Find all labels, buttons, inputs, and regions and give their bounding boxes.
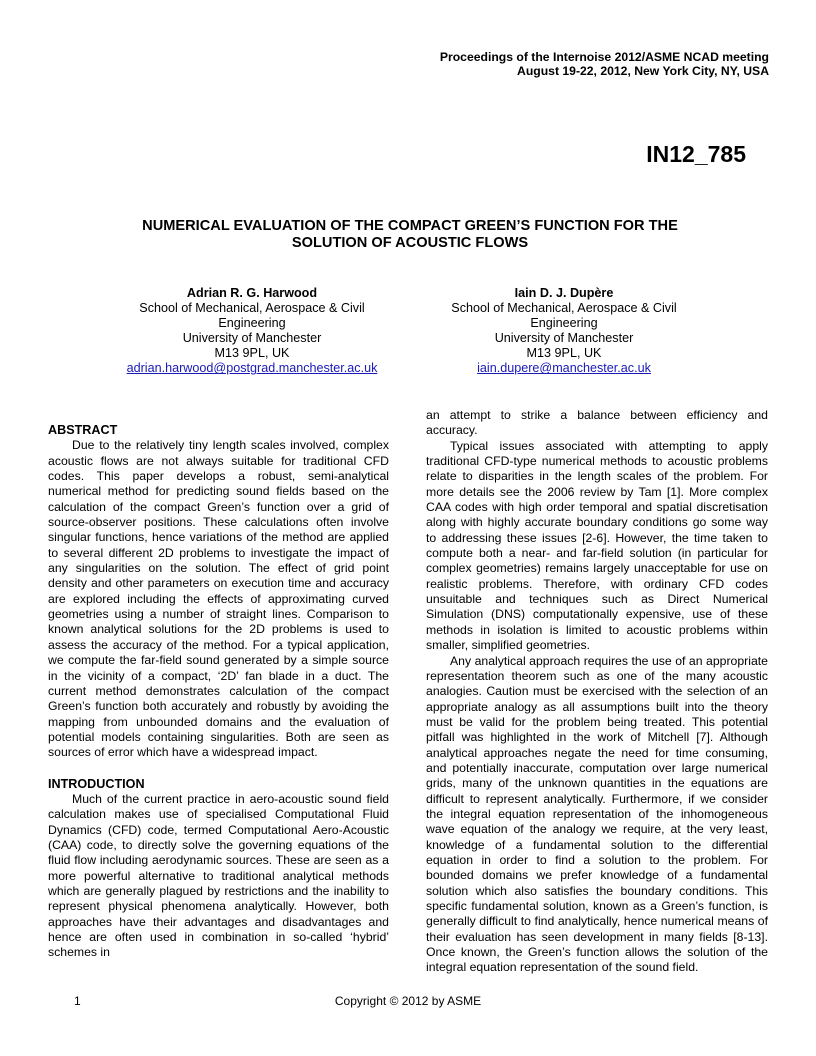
introduction-paragraph-1: Much of the current practice in aero-acoustic sound field calculation makes use of specialised Computational Fluid Dynamics (CFD) code, termed Computational Aero-Acoustic (CAA) code, to directly solve the governing equations of the fluid flow including aerodynamic sources. These are seen as a more powerful alternative to traditional analytical methods which are generally plagued by restrictions and the inability to represent physical phenomena analytically. However, both approaches have their advantages and disadvantages and hence are often used in combination in so-called ‘hybrid’ schemes in bbox=[48, 791, 389, 960]
copyright-notice: Copyright © 2012 by ASME bbox=[334, 994, 482, 1008]
author-name: Adrian R. G. Harwood bbox=[186, 286, 318, 300]
author-email-link[interactable]: adrian.harwood@postgrad.manchester.ac.uk bbox=[126, 361, 378, 376]
author-affiliation: School of Mechanical, Aerospace & Civil bbox=[451, 301, 677, 316]
introduction-heading: INTRODUCTION bbox=[48, 776, 145, 791]
author-university: University of Manchester bbox=[494, 331, 634, 346]
author-postcode: M13 9PL, UK bbox=[526, 346, 602, 361]
author-postcode: M13 9PL, UK bbox=[214, 346, 290, 361]
page-number: 1 bbox=[74, 994, 81, 1008]
introduction-paragraph-3: Any analytical approach requires the use of an appropriate representation theorem such as one of the many acoustic analogies. Caution must be exercised with the selection of an appropriate analogy as all assumptions built into the theory must be valid for the problem being treated. This potential pitfall was highlighted in the work of Mitchell [7]. Although analytical approaches negate the need for time consuming, and potentially inaccurate, computation over large numerical grids, many of the unknown quantities in the equations are difficult to represent analytically. Furthermore, if we consider the integral equation representation of the inhomogeneous wave equation of the analogy we require, at the very least, knowledge of a fundamental solution to the differential equation in order to find a solution to the problem. For bounded domains we prefer knowledge of a fundamental solution which also satisfies the boundary conditions. This specific fundamental solution, known as a Green’s function, is generally difficult to find analytically, hence numerical means of their evaluation has seen development in many fields [8-13]. Once known, the Green’s function allows the solution of the integral equation representation of the sound field. bbox=[426, 653, 768, 975]
introduction-paragraph-2: Typical issues associated with attempting to apply traditional CFD-type numerical methods to acoustic problems relate to disparities in the length scales of the problem. For more details see the 2006 review by Tam [1]. More complex CAA codes with high order temporal and spatial discretisation along with highly accurate boundary conditions go some way to addressing these issues [2-6]. However, the time taken to compute both a near- and far-field solution (in particular for complex geometries) remains largely unacceptable for use on realistic problems. Therefore, with ordinary CFD codes unsuitable and techniques such as Direct Numerical Simulation (DNS) computationally expensive, use of these methods in isolation is limited to acoustic problems within smaller, simplified geometries. bbox=[426, 438, 768, 653]
paper-id: IN12_785 bbox=[646, 141, 746, 167]
abstract-text: Due to the relatively tiny length scales involved, complex acoustic flows are not always suitable for traditional CFD codes. This paper develops a robust, semi-analytical numerical method for predicting sound fields based on the calculation of the compact Green’s function over a grid of source-observer positions. These calculations often involve singular functions, hence variations of the method are applied to several different 2D problems to investigate the impact of any singularities on the solution. The effect of grid point density and other parameters on execution time and accuracy are explored including the effects of approximating curved geometries using a number of straight lines. Comparison to known analytical solutions for the 2D problems is used to assess the accuracy of the method. For a typical application, we compute the far-field sound generated by a simple source in the vicinity of a compact, ‘2D’ fan blade in a duct. The current method demonstrates calculation of the compact Green’s function both accurately and robustly by avoiding the mapping from unbounded domains and the evaluation of potential models containing singularities. Both are seen as sources of error which have a widespread impact. bbox=[48, 438, 389, 760]
author-university: University of Manchester bbox=[182, 331, 322, 346]
right-column bbox=[426, 408, 768, 976]
author-affiliation-cont: Engineering bbox=[218, 316, 286, 331]
proceedings-line-1: Proceedings of the Internoise 2012/ASME NCAD meeting bbox=[439, 50, 769, 64]
title-line-2: SOLUTION OF ACOUSTIC FLOWS bbox=[291, 235, 529, 251]
title-line-1: NUMERICAL EVALUATION OF THE COMPACT GREEN’S FUNCTION FOR THE bbox=[142, 218, 678, 234]
introduction-paragraph-1-continued: an attempt to strike a balance between efficiency and accuracy. bbox=[426, 408, 768, 438]
author-block-1 bbox=[102, 286, 402, 377]
abstract-heading: ABSTRACT bbox=[48, 423, 118, 437]
paper-title bbox=[80, 218, 740, 252]
author-affiliation-cont: Engineering bbox=[530, 316, 598, 331]
proceedings-line-2: August 19-22, 2012, New York City, NY, USA bbox=[517, 64, 769, 78]
left-column bbox=[48, 423, 389, 961]
author-affiliation: School of Mechanical, Aerospace & Civil bbox=[139, 301, 365, 316]
author-email-link[interactable]: iain.dupere@manchester.ac.uk bbox=[477, 361, 651, 376]
author-block-2 bbox=[414, 286, 714, 377]
author-name: Iain D. J. Dupère bbox=[514, 286, 614, 300]
